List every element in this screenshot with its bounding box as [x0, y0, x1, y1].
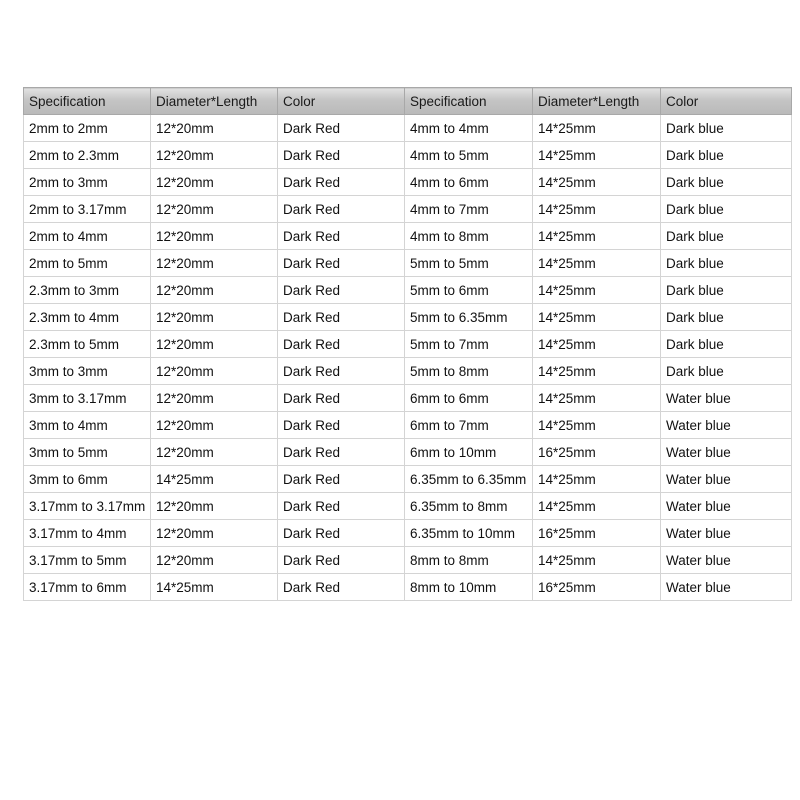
- cell-diameter-length: 12*20mm: [151, 547, 278, 574]
- cell-diameter-length: 12*20mm: [151, 223, 278, 250]
- cell-specification: 4mm to 6mm: [405, 169, 533, 196]
- header-diameter-length-left: Diameter*Length: [151, 88, 278, 115]
- cell-specification: 2mm to 5mm: [24, 250, 151, 277]
- cell-color: Dark Red: [278, 574, 405, 601]
- cell-color: Water blue: [661, 520, 792, 547]
- table-row: [24, 277, 792, 304]
- table-row: [24, 547, 792, 574]
- cell-specification: 2.3mm to 5mm: [24, 331, 151, 358]
- cell-color: Dark Red: [278, 385, 405, 412]
- header-row: [24, 88, 792, 115]
- cell-diameter-length: 12*20mm: [151, 520, 278, 547]
- cell-color: Water blue: [661, 466, 792, 493]
- cell-diameter-length: 14*25mm: [533, 466, 661, 493]
- cell-specification: 3.17mm to 5mm: [24, 547, 151, 574]
- cell-specification: 3.17mm to 4mm: [24, 520, 151, 547]
- cell-color: Dark Red: [278, 169, 405, 196]
- cell-specification: 2mm to 4mm: [24, 223, 151, 250]
- cell-diameter-length: 12*20mm: [151, 493, 278, 520]
- cell-diameter-length: 14*25mm: [533, 196, 661, 223]
- cell-diameter-length: 14*25mm: [533, 223, 661, 250]
- cell-color: Dark blue: [661, 142, 792, 169]
- cell-specification: 3mm to 6mm: [24, 466, 151, 493]
- cell-color: Dark Red: [278, 547, 405, 574]
- cell-specification: 4mm to 7mm: [405, 196, 533, 223]
- cell-color: Dark Red: [278, 115, 405, 142]
- cell-specification: 3mm to 3.17mm: [24, 385, 151, 412]
- table-row: [24, 223, 792, 250]
- cell-color: Dark blue: [661, 115, 792, 142]
- cell-color: Dark Red: [278, 466, 405, 493]
- cell-diameter-length: 16*25mm: [533, 574, 661, 601]
- cell-color: Water blue: [661, 439, 792, 466]
- specification-table: [23, 87, 792, 601]
- cell-diameter-length: 14*25mm: [151, 574, 278, 601]
- cell-specification: 3mm to 5mm: [24, 439, 151, 466]
- cell-diameter-length: 14*25mm: [533, 304, 661, 331]
- cell-diameter-length: 14*25mm: [533, 115, 661, 142]
- cell-diameter-length: 14*25mm: [533, 250, 661, 277]
- header-specification-left: Specification: [24, 88, 151, 115]
- cell-diameter-length: 12*20mm: [151, 385, 278, 412]
- cell-diameter-length: 14*25mm: [533, 385, 661, 412]
- table-row: [24, 466, 792, 493]
- cell-specification: 8mm to 10mm: [405, 574, 533, 601]
- cell-specification: 6mm to 10mm: [405, 439, 533, 466]
- cell-diameter-length: 14*25mm: [533, 493, 661, 520]
- cell-color: Dark blue: [661, 223, 792, 250]
- cell-color: Dark Red: [278, 412, 405, 439]
- cell-specification: 5mm to 8mm: [405, 358, 533, 385]
- table-row: [24, 385, 792, 412]
- table-row: [24, 358, 792, 385]
- cell-specification: 5mm to 7mm: [405, 331, 533, 358]
- cell-diameter-length: 12*20mm: [151, 277, 278, 304]
- cell-color: Dark Red: [278, 493, 405, 520]
- cell-color: Dark Red: [278, 142, 405, 169]
- cell-color: Water blue: [661, 412, 792, 439]
- cell-specification: 2.3mm to 4mm: [24, 304, 151, 331]
- cell-specification: 6.35mm to 6.35mm: [405, 466, 533, 493]
- cell-color: Dark Red: [278, 331, 405, 358]
- table-row: [24, 493, 792, 520]
- cell-specification: 3.17mm to 3.17mm: [24, 493, 151, 520]
- cell-diameter-length: 14*25mm: [533, 547, 661, 574]
- cell-diameter-length: 12*20mm: [151, 142, 278, 169]
- cell-specification: 4mm to 4mm: [405, 115, 533, 142]
- cell-color: Dark Red: [278, 196, 405, 223]
- cell-diameter-length: 12*20mm: [151, 358, 278, 385]
- cell-color: Dark blue: [661, 169, 792, 196]
- cell-specification: 2mm to 2.3mm: [24, 142, 151, 169]
- cell-specification: 6mm to 6mm: [405, 385, 533, 412]
- cell-color: Dark Red: [278, 358, 405, 385]
- cell-specification: 2mm to 3mm: [24, 169, 151, 196]
- cell-diameter-length: 12*20mm: [151, 250, 278, 277]
- cell-diameter-length: 16*25mm: [533, 439, 661, 466]
- table-row: [24, 115, 792, 142]
- cell-color: Water blue: [661, 385, 792, 412]
- cell-color: Dark Red: [278, 250, 405, 277]
- cell-specification: 6.35mm to 8mm: [405, 493, 533, 520]
- cell-color: Water blue: [661, 547, 792, 574]
- cell-specification: 3mm to 3mm: [24, 358, 151, 385]
- cell-specification: 4mm to 5mm: [405, 142, 533, 169]
- cell-diameter-length: 14*25mm: [533, 277, 661, 304]
- cell-specification: 6mm to 7mm: [405, 412, 533, 439]
- table-row: [24, 439, 792, 466]
- cell-specification: 5mm to 6.35mm: [405, 304, 533, 331]
- cell-diameter-length: 14*25mm: [533, 142, 661, 169]
- cell-color: Dark Red: [278, 520, 405, 547]
- cell-color: Dark blue: [661, 277, 792, 304]
- table-row: [24, 196, 792, 223]
- header-color-left: Color: [278, 88, 405, 115]
- cell-specification: 2.3mm to 3mm: [24, 277, 151, 304]
- table-row: [24, 520, 792, 547]
- header-diameter-length-right: Diameter*Length: [533, 88, 661, 115]
- cell-diameter-length: 14*25mm: [533, 412, 661, 439]
- table-row: [24, 574, 792, 601]
- cell-specification: 3mm to 4mm: [24, 412, 151, 439]
- cell-color: Dark blue: [661, 196, 792, 223]
- cell-diameter-length: 12*20mm: [151, 169, 278, 196]
- cell-color: Dark Red: [278, 277, 405, 304]
- cell-diameter-length: 12*20mm: [151, 115, 278, 142]
- cell-diameter-length: 16*25mm: [533, 520, 661, 547]
- table-row: [24, 412, 792, 439]
- cell-color: Water blue: [661, 574, 792, 601]
- cell-color: Dark blue: [661, 250, 792, 277]
- cell-diameter-length: 14*25mm: [151, 466, 278, 493]
- cell-color: Dark blue: [661, 304, 792, 331]
- cell-color: Water blue: [661, 493, 792, 520]
- table-row: [24, 304, 792, 331]
- cell-color: Dark Red: [278, 223, 405, 250]
- cell-color: Dark blue: [661, 358, 792, 385]
- cell-color: Dark Red: [278, 439, 405, 466]
- cell-color: Dark blue: [661, 331, 792, 358]
- cell-specification: 3.17mm to 6mm: [24, 574, 151, 601]
- table-header: [24, 88, 792, 115]
- cell-specification: 6.35mm to 10mm: [405, 520, 533, 547]
- cell-diameter-length: 12*20mm: [151, 412, 278, 439]
- cell-diameter-length: 14*25mm: [533, 331, 661, 358]
- table-row: [24, 169, 792, 196]
- cell-specification: 2mm to 2mm: [24, 115, 151, 142]
- table-row: [24, 331, 792, 358]
- cell-diameter-length: 12*20mm: [151, 304, 278, 331]
- table-row: [24, 142, 792, 169]
- cell-color: Dark Red: [278, 304, 405, 331]
- cell-diameter-length: 12*20mm: [151, 439, 278, 466]
- header-color-right: Color: [661, 88, 792, 115]
- cell-specification: 5mm to 5mm: [405, 250, 533, 277]
- table-body: [24, 115, 792, 601]
- cell-diameter-length: 14*25mm: [533, 169, 661, 196]
- cell-diameter-length: 14*25mm: [533, 358, 661, 385]
- cell-specification: 4mm to 8mm: [405, 223, 533, 250]
- header-specification-right: Specification: [405, 88, 533, 115]
- cell-specification: 5mm to 6mm: [405, 277, 533, 304]
- table-row: [24, 250, 792, 277]
- cell-specification: 8mm to 8mm: [405, 547, 533, 574]
- cell-diameter-length: 12*20mm: [151, 331, 278, 358]
- cell-diameter-length: 12*20mm: [151, 196, 278, 223]
- cell-specification: 2mm to 3.17mm: [24, 196, 151, 223]
